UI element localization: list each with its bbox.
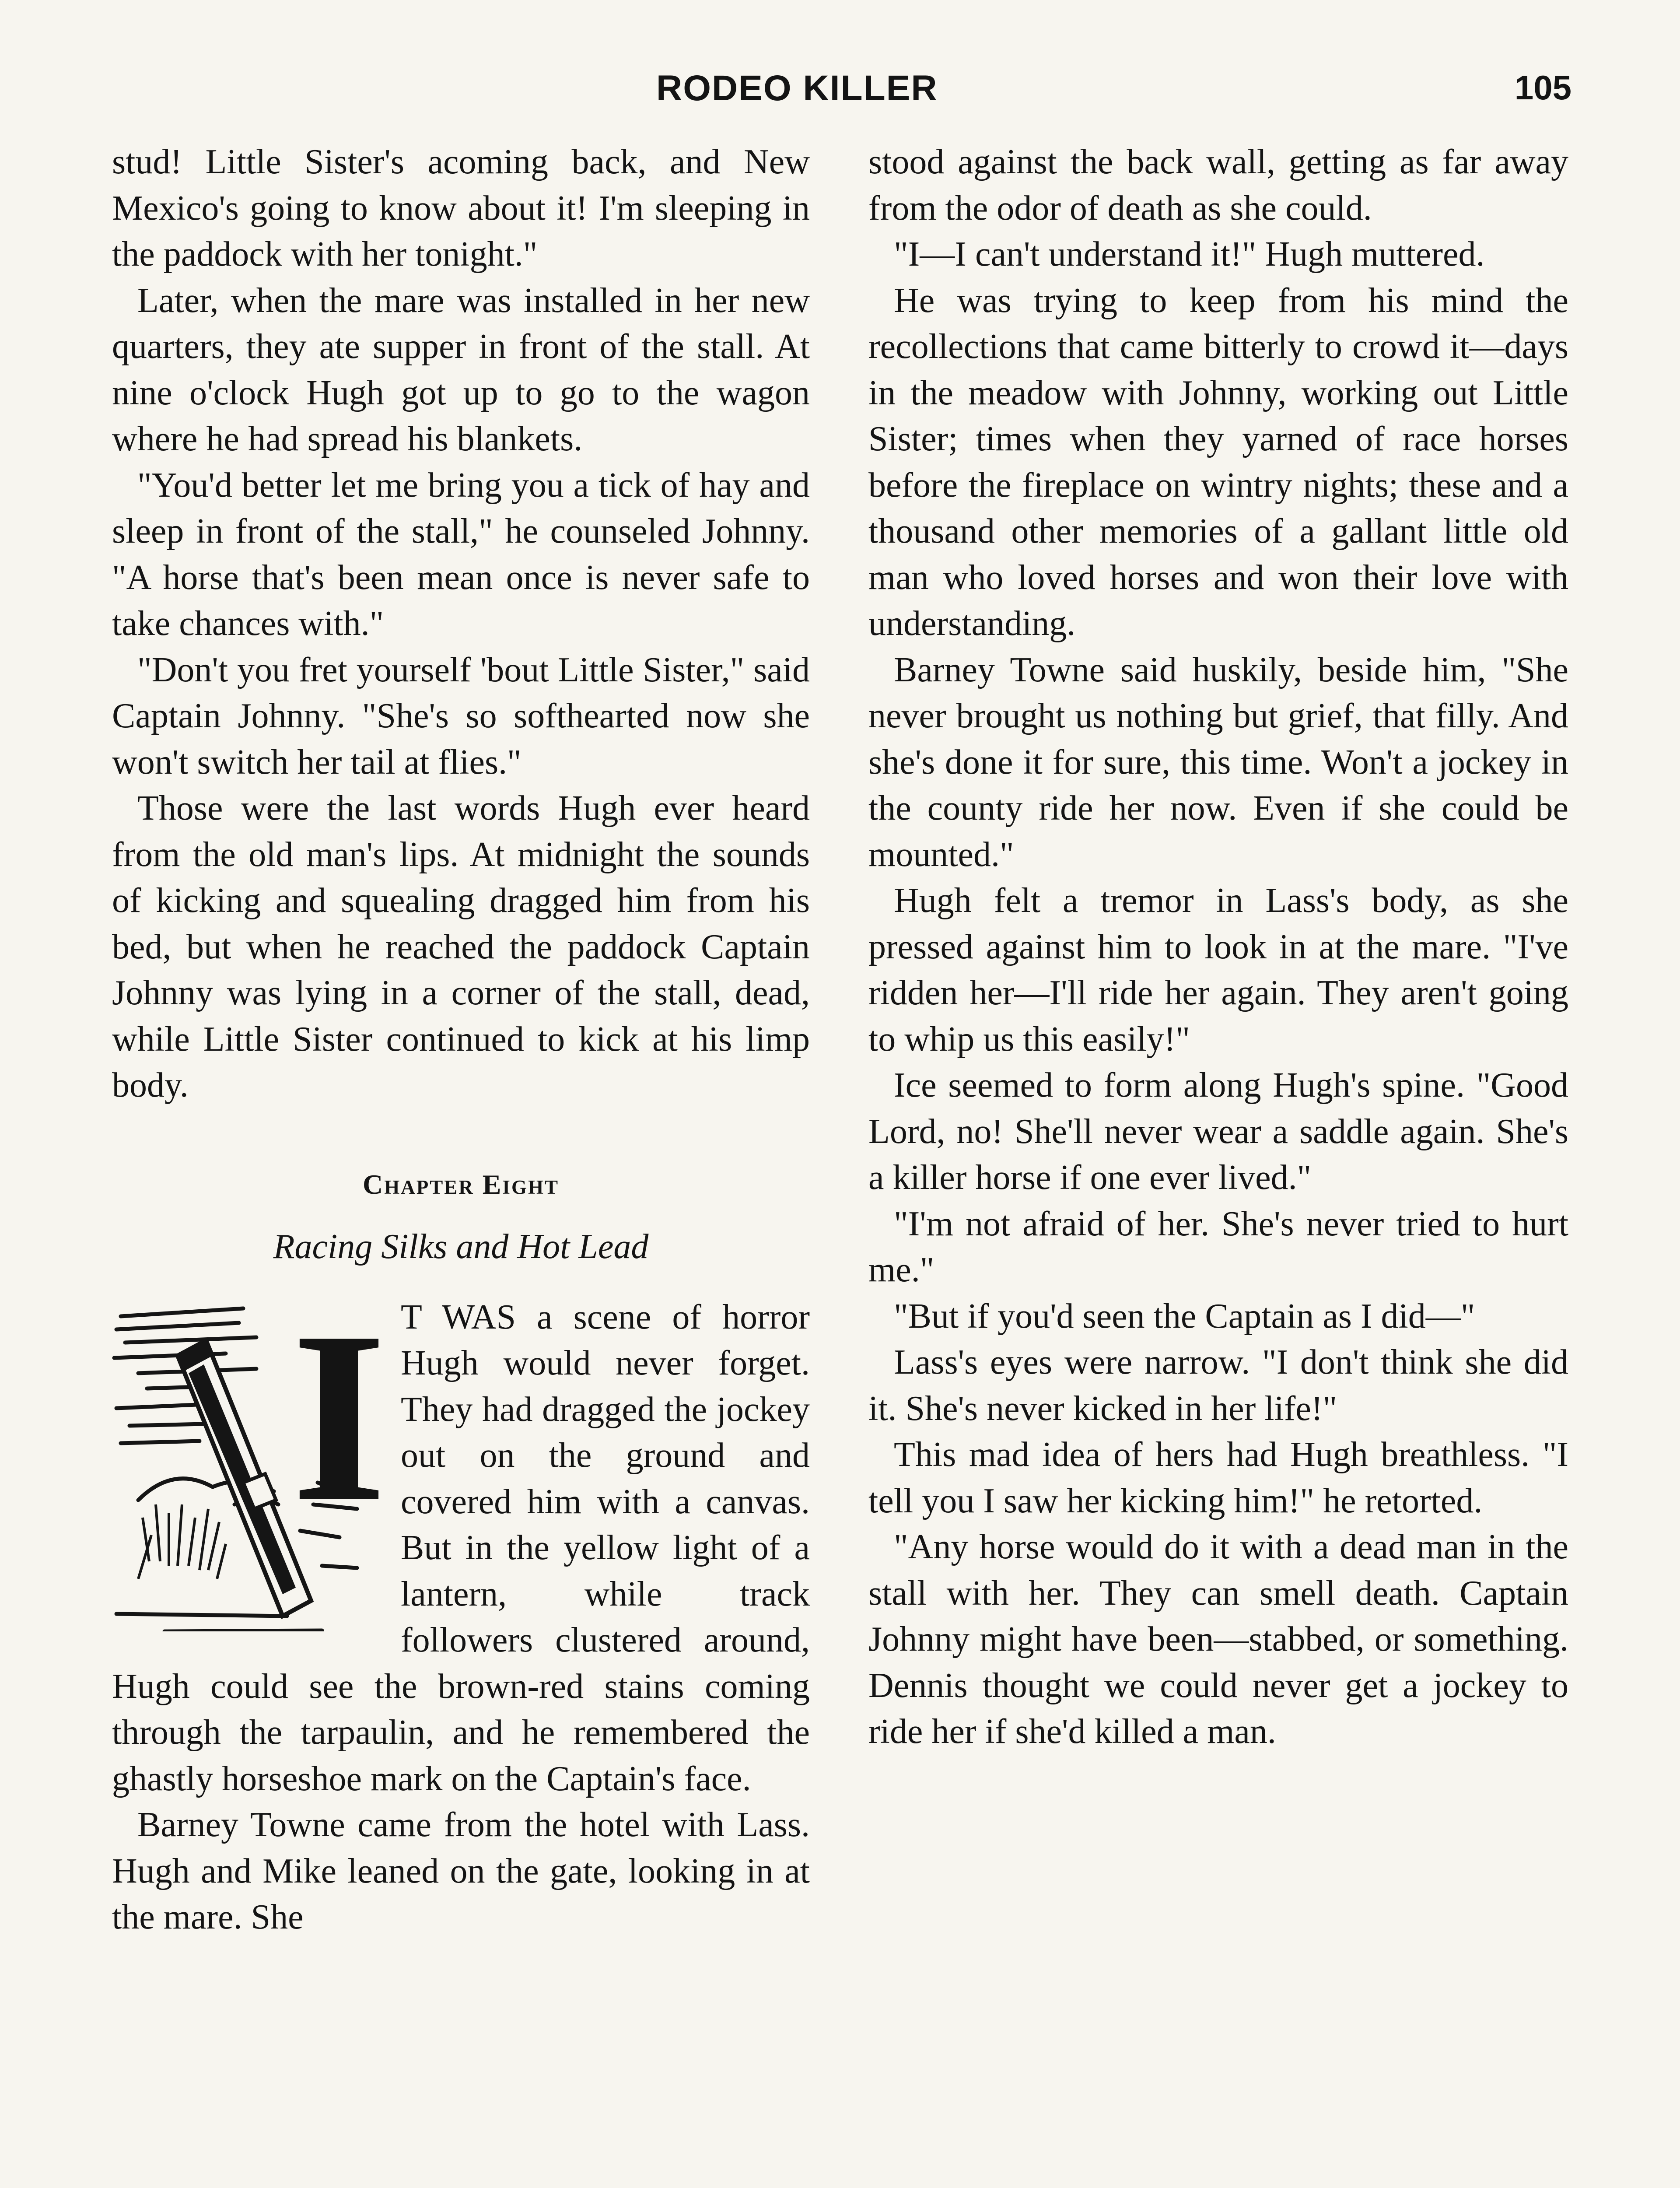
paragraph: stud! Little Sister's acoming back, and New Mexico's going to know about it! I'm sleeping in the paddock with her tonight.": [112, 143, 810, 274]
paragraph: "You'd better let me bring you a tick of hay and sleep in front of the stall," he counseled Johnny. "A horse that's been mean once is never safe to take chances with.": [112, 466, 810, 643]
chapter-number: Chapter Eight: [363, 1168, 559, 1200]
paragraph: Barney Towne said huskily, beside him, "She never brought us nothing but grief, that filly. And she's done it for sure, this time. Won't a jockey in the county ride her now. Even if she could be mounted.": [868, 650, 1568, 874]
paragraph: He was trying to keep from his mind the recollections that came bitterly to crowd it—days in the meadow with Johnny, working out Little Sister; times when they yarned of race horses before the fireplace on wintry nights; these and a thousand other memories of a gallant little old man who loved horses and won their love with understanding.: [868, 281, 1568, 643]
left-column: [112, 139, 810, 1941]
dropcap-letter: I: [291, 1281, 387, 1553]
paragraph: "Any horse would do it with a dead man in the stall with her. They can smell death. Captain Johnny might have been—stabbed, or something. Dennis thought we could never get a jockey to ride her if she'd killed a man.: [868, 1528, 1568, 1751]
paragraph: Later, when the mare was installed in her new quarters, they ate supper in front of the stall. At nine o'clock Hugh got up to go to the wagon where he had spread his blankets.: [112, 281, 810, 458]
running-title: RODEO KILLER: [656, 68, 938, 108]
paragraph: Hugh felt a tremor in Lass's body, as she pressed against him to look in at the mare. "I've ridden her—I'll ride her again. They aren't going to whip us this easily!": [868, 881, 1568, 1059]
dropcap-illustration: [112, 1281, 392, 1631]
chapter-title: Racing Silks and Hot Lead: [273, 1227, 649, 1266]
paragraph: "I—I can't understand it!" Hugh muttered.: [894, 235, 1485, 274]
paragraph: Barney Towne came from the hotel with Lass. Hugh and Mike leaned on the gate, looking in at the mare. She: [112, 1806, 810, 1936]
paragraph: stood against the back wall, getting as far away from the odor of death as she could.: [868, 143, 1568, 228]
paragraph: T WAS a scene of horror Hugh would never forget. They had dragged the jockey out on the ground and covered him with a canvas. But in the yellow light of a lantern, while track followers clustered around, Hugh could see the brown-red stains coming through the tarpaulin, and he remembered the ghastly horseshoe mark on the Captain's face.: [112, 1297, 810, 1798]
paragraph: "I'm not afraid of her. She's never tried to hurt me.": [868, 1204, 1568, 1289]
paragraph: Those were the last words Hugh ever heard from the old man's lips. At midnight the sounds of kicking and squealing dragged him from his bed, but when he reached the paddock Captain Johnny was lying in a corner of the stall, dead, while Little Sister continued to kick at his limp body.: [112, 789, 810, 1105]
paragraph: "But if you'd seen the Captain as I did—": [894, 1297, 1475, 1336]
paragraph: This mad idea of hers had Hugh breathless. "I tell you I saw her kicking him!" he retorted.: [868, 1435, 1568, 1520]
right-column: [868, 139, 1568, 1755]
chapter-opening: [112, 1281, 810, 1802]
paragraph: Ice seemed to form along Hugh's spine. "Good Lord, no! She'll never wear a saddle again. She's a killer horse if one ever lived.": [868, 1066, 1568, 1197]
paragraph: "Don't you fret yourself 'bout Little Sister," said Captain Johnny. "She's so softhearted now she won't switch her tail at flies.": [112, 650, 810, 782]
page-number: 105: [1514, 68, 1572, 107]
page-header: [0, 68, 1680, 116]
paragraph: Lass's eyes were narrow. "I don't think she did it. She's never kicked in her life!": [868, 1343, 1568, 1428]
